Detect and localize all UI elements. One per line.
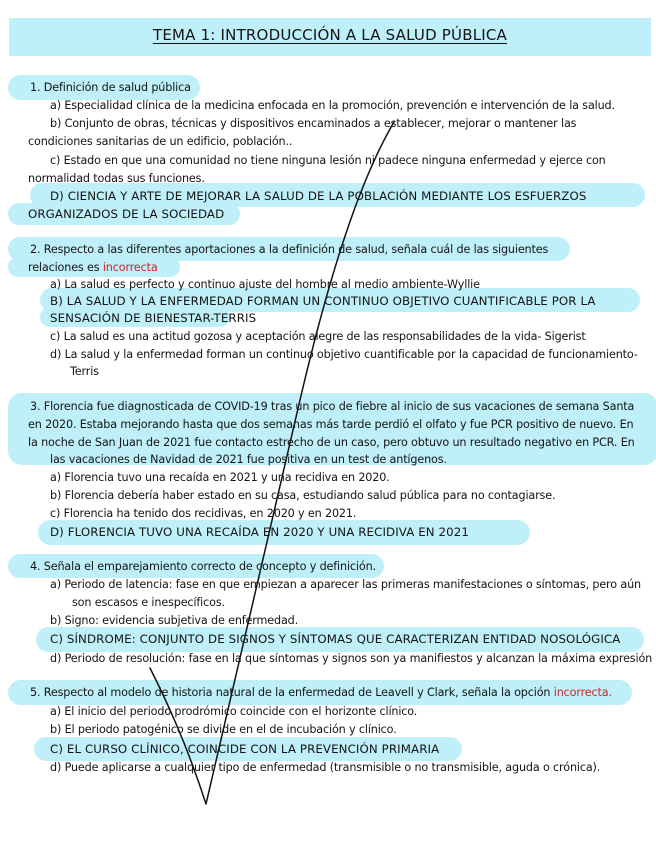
q5-option-a: a) El inicio del periodo prodrómico coincide con el horizonte clínico. bbox=[50, 705, 418, 718]
q3-option-a: a) Florencia tuvo una recaída en 2021 y una recidiva en 2020. bbox=[50, 471, 390, 484]
q4-option-b: b) Signo: evidencia subjetiva de enfermedad. bbox=[50, 614, 299, 627]
q5-incorrect-word: incorrecta. bbox=[553, 686, 612, 699]
q5-option-b: b) El periodo patogénico se divide en el de incubación y clínico. bbox=[50, 723, 397, 736]
q2-stem: 2. Respecto a las diferentes aportaciones a la definición de salud, señala cuál de las siguientes bbox=[30, 243, 549, 256]
q3-option-c: c) Florencia ha tenido dos recidivas, en 2020 y en 2021. bbox=[50, 507, 357, 520]
q3-option-b: b) Florencia debería haber estado en su casa, estudiando salud pública para no contagiarse. bbox=[50, 489, 556, 502]
q5-answer-c: C) EL CURSO CLÍNICO, COINCIDE CON LA PREVENCIÓN PRIMARIA bbox=[50, 742, 440, 756]
page-title: TEMA 1: INTRODUCCIÓN A LA SALUD PÚBLICA bbox=[152, 26, 508, 44]
q2-option-d: d) La salud y la enfermedad forman un continuo objetivo cuantificable por la capacidad de funcionamiento- bbox=[50, 348, 638, 361]
q4-answer-c: C) SÍNDROME: CONJUNTO DE SIGNOS Y SÍNTOMAS QUE CARACTERIZAN ENTIDAD NOSOLÓGICA bbox=[50, 632, 621, 646]
q4-option-d: d) Periodo de resolución: fase en la que síntomas y signos son ya manifiestos y alcanzan la máxima expresión bbox=[50, 652, 653, 665]
q1-answer-d-cont: ORGANIZADOS DE LA SOCIEDAD bbox=[28, 207, 225, 221]
q5-stem bbox=[30, 686, 612, 700]
q2-option-a: a) La salud es perfecto y continuo ajuste del hombre al medio ambiente-Wyllie bbox=[50, 278, 480, 291]
q2-option-c: c) La salud es una actitud gozosa y aceptación alegre de las responsabilidades de la vida- Sigerist bbox=[50, 330, 586, 343]
q2-stem-cont bbox=[28, 261, 158, 275]
q2-option-d-cont: Terris bbox=[70, 365, 99, 378]
title-banner bbox=[9, 18, 651, 56]
q1-option-c-cont: normalidad todas sus funciones. bbox=[28, 172, 205, 185]
q3-stem-3: la noche de San Juan de 2021 fue contacto estrecho de un caso, pero obtuvo un resultado negativo en PCR. En bbox=[28, 436, 635, 449]
q3-answer-d: D) FLORENCIA TUVO UNA RECAÍDA EN 2020 Y UNA RECIDIVA EN 2021 bbox=[50, 525, 469, 539]
q2-answer-b-cont: SENSACIÓN DE BIENESTAR-TERRIS bbox=[50, 311, 257, 325]
q1-stem: 1. Definición de salud pública bbox=[30, 81, 191, 94]
q1-answer-d: D) CIENCIA Y ARTE DE MEJORAR LA SALUD DE LA POBLACIÓN MEDIANTE LOS ESFUERZOS bbox=[50, 189, 587, 203]
q1-option-b: b) Conjunto de obras, técnicas y dispositivos encaminados a establecer, mejorar o mantener las bbox=[50, 117, 577, 130]
q3-stem-2: en 2020. Estaba mejorando hasta que dos semanas más tarde perdió el olfato y fue PCR positivo de nuevo. En bbox=[28, 418, 634, 431]
q5-option-d: d) Puede aplicarse a cualquier tipo de enfermedad (transmisible o no transmisible, aguda o crónica). bbox=[50, 761, 601, 774]
q4-option-a: a) Periodo de latencia: fase en que empiezan a aparecer las primeras manifestaciones o síntomas, pero aún bbox=[50, 578, 641, 591]
q1-option-b-cont: condiciones sanitarias de un edificio, población.. bbox=[28, 135, 293, 148]
q1-option-c: c) Estado en que una comunidad no tiene ninguna lesión ni padece ninguna enfermedad y ejerce con bbox=[50, 154, 606, 167]
q2-answer-b: B) LA SALUD Y LA ENFERMEDAD FORMAN UN CONTINUO OBJETIVO CUANTIFICABLE POR LA bbox=[50, 294, 596, 308]
q1-option-a: a) Especialidad clínica de la medicina enfocada en la promoción, prevención e intervención de la salud. bbox=[50, 99, 615, 112]
q2-stem-text: relaciones es bbox=[28, 261, 103, 274]
q2-incorrect-word: incorrecta bbox=[102, 261, 158, 274]
q4-option-a-cont: son escasos e inespecíficos. bbox=[72, 596, 225, 609]
q4-stem: 4. Señala el emparejamiento correcto de concepto y definición. bbox=[30, 560, 376, 573]
q3-stem: 3. Florencia fue diagnosticada de COVID-19 tras un pico de fiebre al inicio de sus vacaciones de semana Santa bbox=[30, 400, 635, 413]
q5-stem-text: 5. Respecto al modelo de historia natural de la enfermedad de Leavell y Clark, señala la opción bbox=[30, 686, 554, 699]
q3-stem-4: las vacaciones de Navidad de 2021 fue positiva en un test de antígenos. bbox=[50, 453, 447, 466]
